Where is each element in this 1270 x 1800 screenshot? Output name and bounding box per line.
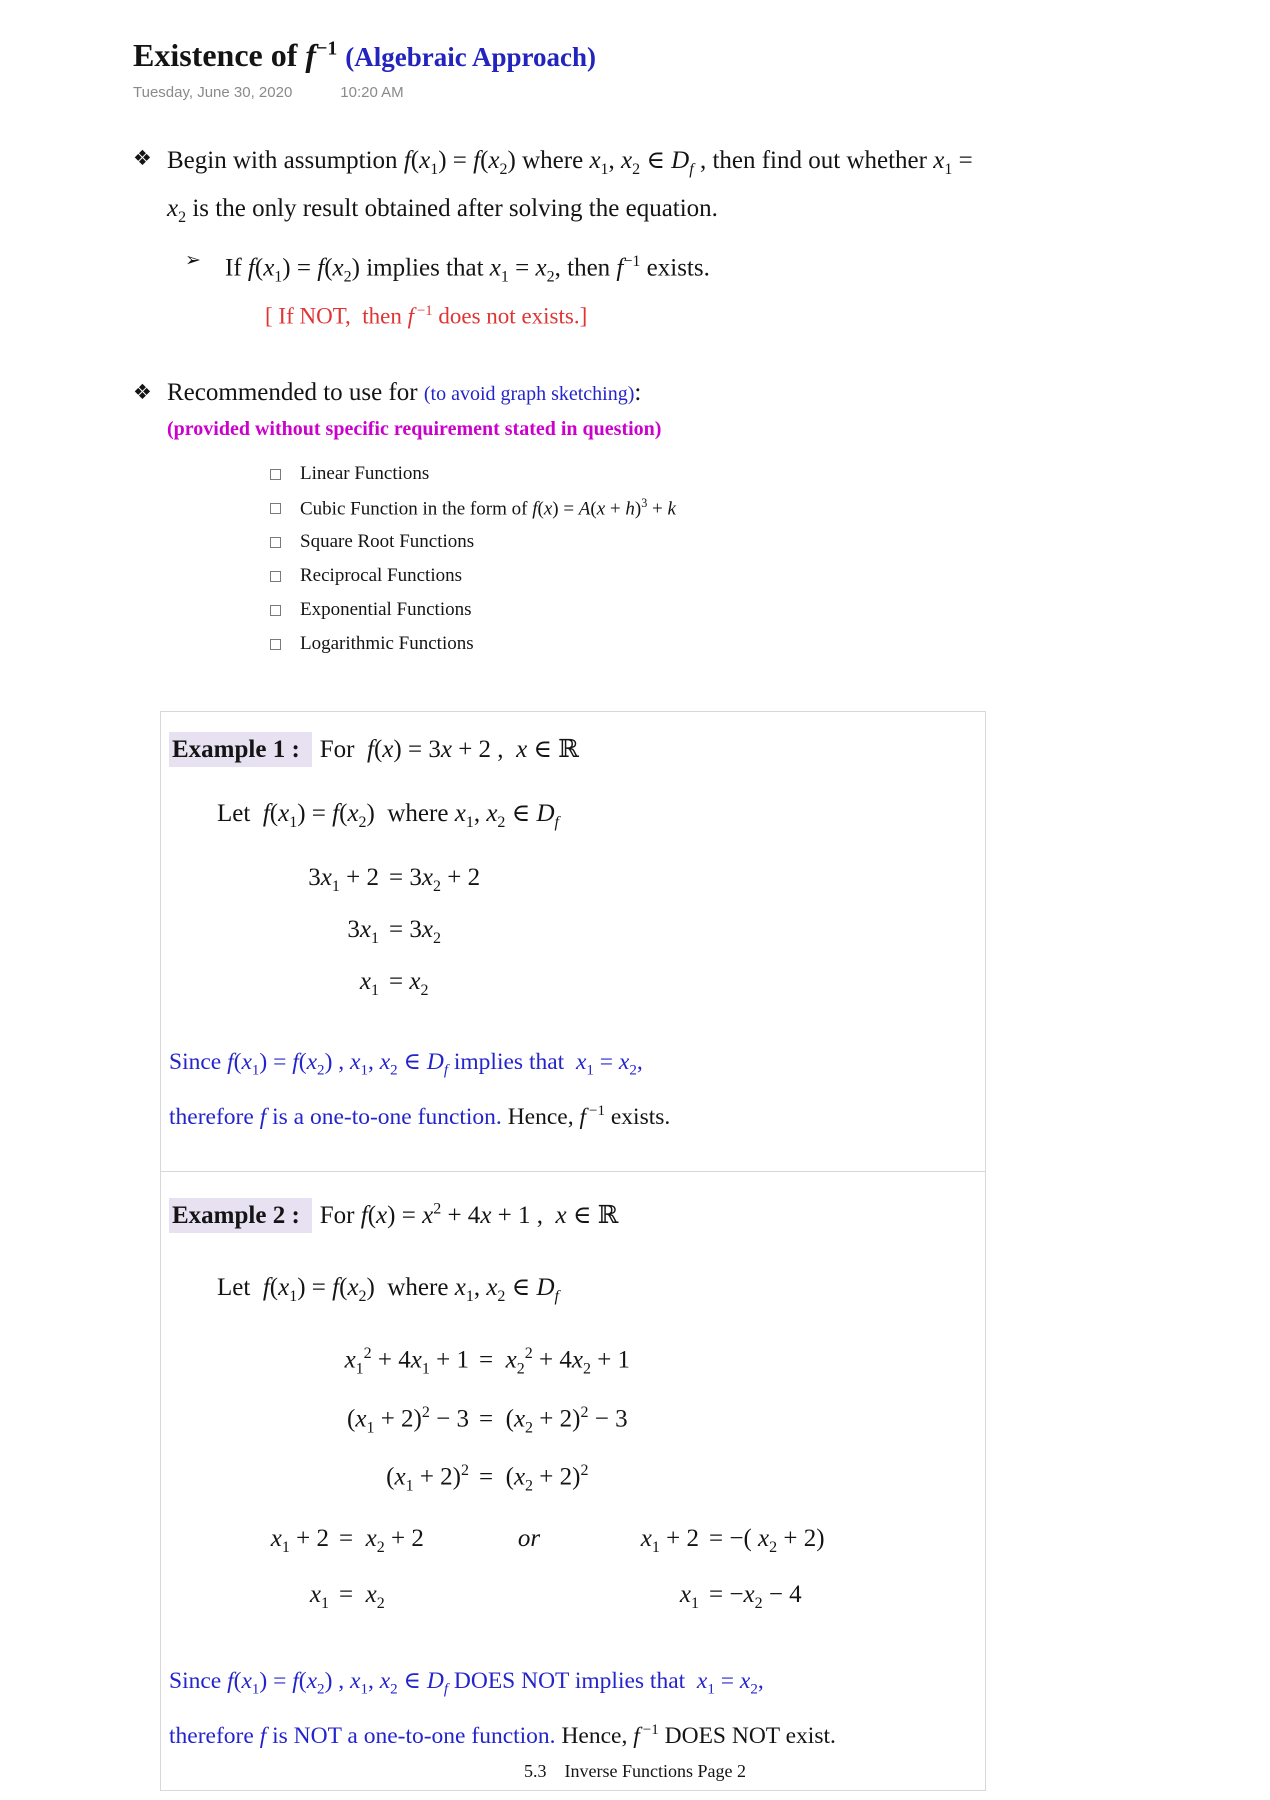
conclusion-black: Hence, f $^{-1}$ exists. — [501, 1103, 671, 1130]
equation-row — [209, 1391, 971, 1449]
conclusion-black: Hence, f $^{-1}$ DOES NOT exist. — [555, 1721, 836, 1749]
checkbox-icon[interactable] — [270, 537, 281, 548]
recommended-text — [167, 375, 641, 412]
equation-row — [229, 960, 971, 1012]
example-1-steps — [229, 856, 971, 1012]
arrow-bullet-icon: ➢ — [185, 249, 201, 272]
checkbox-label: Logarithmic Functions — [300, 633, 474, 655]
recommended-main: Recommended to use for — [167, 379, 424, 407]
checkbox-icon[interactable] — [270, 571, 281, 582]
bullet-recommended — [133, 375, 1270, 412]
equation-lhs: $(x_1 + 2)^2 - 3$ — [347, 1403, 469, 1436]
checkbox-label: Exponential Functions — [300, 599, 472, 621]
sub-bullet-implies — [185, 243, 1270, 296]
checkbox-icon[interactable] — [270, 639, 281, 650]
list-item-logarithmic — [270, 627, 1270, 661]
case-left-lhs: $x_1 + 2$ — [270, 1525, 329, 1557]
list-item-cubic — [270, 491, 1270, 525]
equation-lhs: $3x_1 + 2$ — [308, 864, 379, 896]
time-text: 10:20 AM — [340, 84, 404, 102]
example-2-title — [169, 1190, 971, 1236]
equation-rhs: = $x_2^2 + 4x_2 + 1$ — [479, 1345, 631, 1378]
recommended-colon: : — [634, 379, 642, 407]
example-2-box — [160, 1171, 986, 1791]
checkbox-icon[interactable] — [270, 605, 281, 616]
case-right-lhs: $x_1$ — [679, 1581, 699, 1613]
conclusion-line-1: Since $f(x_1) = f(x_2)$ , $x_1$, $x_2$ ∈ $D_f$ implies that $x_1 = x_2$, — [169, 1049, 643, 1080]
case-right-lhs: $x_1 + 2$ — [640, 1525, 699, 1557]
title-main: Existence of — [133, 37, 306, 73]
equation-rhs: = $3x_2 + 2$ — [389, 864, 481, 896]
or-label: or — [517, 1525, 541, 1553]
equation-lhs: $x_1$ — [359, 968, 379, 1000]
equation-lhs: $3x_1$ — [347, 916, 379, 948]
date-line — [133, 84, 1270, 101]
example-2-let-line: Let $f(x_1) = f(x_2)$ where $x_1$, $x_2$ ∈ $D_f$ — [217, 1274, 559, 1306]
example-1-box — [160, 711, 986, 1172]
equation-rhs: = $(x_2 + 2)^2 - 3$ — [479, 1403, 628, 1436]
page-footer: 5.3 Inverse Functions Page 2 — [524, 1761, 746, 1781]
case-left-rhs: = $x_2$ — [339, 1581, 385, 1613]
example-1-title — [169, 730, 971, 770]
conclusion-blue: therefore f is a one-to-one function. — [169, 1103, 502, 1130]
conclusion-blue: therefore f is NOT a one-to-one function. — [169, 1722, 556, 1749]
equation-row — [209, 1449, 971, 1507]
title-subtitle: (Algebraic Approach) — [345, 42, 597, 72]
equation-row — [229, 856, 971, 908]
equation-lhs: $(x_1 + 2)^2$ — [386, 1461, 469, 1495]
bullet-begin-assumption — [133, 141, 1270, 237]
example-2-case-split — [209, 1515, 971, 1627]
equation-lhs: $x_1^2 + 4x_1 + 1$ — [344, 1345, 469, 1378]
conclusion-line-2 — [169, 1710, 971, 1756]
recommended-paren: (to avoid graph sketching) — [423, 383, 635, 406]
example-2-label: Example 2 : — [169, 1198, 312, 1233]
checkbox-label: Square Root Functions — [300, 531, 475, 553]
case-right-rhs: = −( $x_2 + 2$) — [709, 1525, 825, 1557]
equation-rhs: = $x_2$ — [389, 968, 429, 1000]
diamond-bullet-icon: ❖ — [133, 380, 152, 405]
equation-row — [229, 908, 971, 960]
if-not-note: [ If NOT, then f $^{-1}$ does not exists.] — [265, 302, 588, 329]
list-item-reciprocal — [270, 559, 1270, 593]
or-label — [479, 1571, 579, 1627]
equation-row — [209, 1332, 971, 1390]
example-2-steps — [209, 1332, 971, 1507]
case-right-rhs: = $-x_2 - 4$ — [709, 1581, 802, 1613]
example-1-conclusion — [169, 1042, 971, 1137]
title-math: $f^{-1}$ — [305, 37, 338, 73]
example-1-function: For f(x) = 3x + 2 , x ∈ ℝ — [319, 736, 579, 764]
equation-rhs: = $3x_2$ — [389, 916, 441, 948]
equation-rhs: = $(x_2 + 2)^2$ — [479, 1461, 589, 1495]
example-2-conclusion — [169, 1661, 971, 1756]
checkbox-label: Reciprocal Functions — [300, 565, 462, 587]
checkbox-label: Linear Functions — [300, 463, 430, 485]
date-text: Tuesday, June 30, 2020 — [133, 84, 293, 102]
checkbox-label: Cubic Function in the form of $f(x) = A(x + h)^3 + k$ — [300, 496, 676, 520]
function-type-list — [270, 457, 1270, 661]
diamond-bullet-icon: ❖ — [133, 146, 152, 171]
example-2-function: For $f(x) = x^2 + 4x + 1$ , x ∈ ℝ — [319, 1200, 619, 1230]
case-left-rhs: = $x_2 + 2$ — [339, 1525, 424, 1557]
checkbox-icon[interactable] — [270, 503, 281, 514]
bullet-begin-text: Begin with assumption $f(x_1) = f(x_2)$ where $x_1$, $x_2$ ∈ $D_f$ , then find out whether $x_1 = x_2$ is the only result obtained after solving the equation. — [167, 147, 973, 227]
list-item-linear — [270, 457, 1270, 491]
conclusion-line-1: Since $f(x_1) = f(x_2)$ , $x_1$, $x_2$ ∈ $D_f$ DOES NOT implies that $x_1 = x_2$, — [169, 1668, 764, 1698]
example-1-let-line: Let $f(x_1) = f(x_2)$ where $x_1$, $x_2$ ∈ $D_f$ — [217, 800, 559, 832]
conclusion-line-2 — [169, 1091, 971, 1137]
page-title — [133, 36, 1270, 74]
sub-bullet-text: If $f(x_1) = f(x_2)$ implies that $x_1 = x_2$, then $f^{-1}$ exists. — [225, 253, 710, 286]
provided-note: (provided without specific requirement stated in question) — [167, 418, 662, 441]
list-item-exponential — [270, 593, 1270, 627]
case-left-lhs: $x_1$ — [309, 1581, 329, 1613]
example-1-label: Example 1 : — [169, 732, 312, 767]
checkbox-icon[interactable] — [270, 469, 281, 480]
list-item-square-root — [270, 525, 1270, 559]
